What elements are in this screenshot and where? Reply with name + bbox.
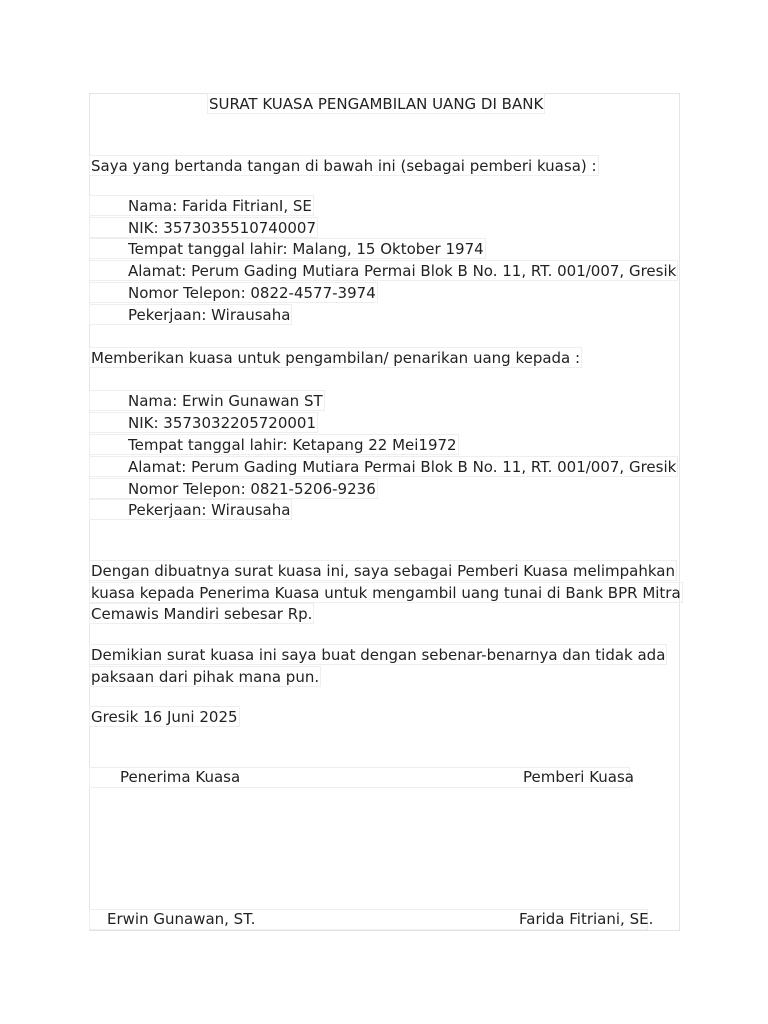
grantee-address: Alamat: Perum Gading Mutiara Permai Blok B No. 11, RT. 001/007, Gresik xyxy=(89,456,678,477)
grantor-nik: NIK: 3573035510740007 xyxy=(89,217,318,238)
grantor-name: Nama: Farida FitrianI, SE xyxy=(89,195,314,216)
grantee-nik: NIK: 3573032205720001 xyxy=(89,412,318,433)
grant-statement: Memberikan kuasa untuk pengambilan/ penarikan uang kepada : xyxy=(91,349,581,367)
receiver-name: Erwin Gunawan, ST. xyxy=(107,910,256,928)
grantor-job: Pekerjaan: Wirausaha xyxy=(89,304,292,325)
place-date: Gresik 16 Juni 2025 xyxy=(91,708,238,726)
closing-line: paksaan dari pihak mana pun. xyxy=(91,668,320,686)
grantor-birth: Tempat tanggal lahir: Malang, 15 Oktober 1974 xyxy=(89,238,486,259)
document-title: SURAT KUASA PENGAMBILAN UANG DI BANK xyxy=(209,95,544,113)
signature-labels xyxy=(89,767,634,788)
grantee-job: Pekerjaan: Wirausaha xyxy=(89,499,292,520)
body-line: Cemawis Mandiri sebesar Rp. xyxy=(91,605,313,623)
giver-label: Pemberi Kuasa xyxy=(523,768,634,786)
grantor-address: Alamat: Perum Gading Mutiara Permai Blok B No. 11, RT. 001/007, Gresik xyxy=(89,260,678,281)
grantor-phone: Nomor Telepon: 0822-4577-3974 xyxy=(89,282,378,303)
intro-text: Saya yang bertanda tangan di bawah ini (sebagai pemberi kuasa) : xyxy=(91,157,597,175)
receiver-label: Penerima Kuasa xyxy=(120,768,241,786)
closing-line: Demikian surat kuasa ini saya buat dengan sebenar-benarnya dan tidak ada xyxy=(91,646,666,664)
grantee-birth: Tempat tanggal lahir: Ketapang 22 Mei1972 xyxy=(89,434,459,455)
signature-names xyxy=(89,909,654,930)
body-line: Dengan dibuatnya surat kuasa ini, saya sebagai Pemberi Kuasa melimpahkan xyxy=(91,562,675,580)
body-line: kuasa kepada Penerima Kuasa untuk mengambil uang tunai di Bank BPR Mitra xyxy=(91,584,681,602)
grantee-name: Nama: Erwin Gunawan ST xyxy=(89,390,325,411)
grantee-phone: Nomor Telepon: 0821-5206-9236 xyxy=(89,478,378,499)
giver-name: Farida Fitriani, SE. xyxy=(519,910,654,928)
